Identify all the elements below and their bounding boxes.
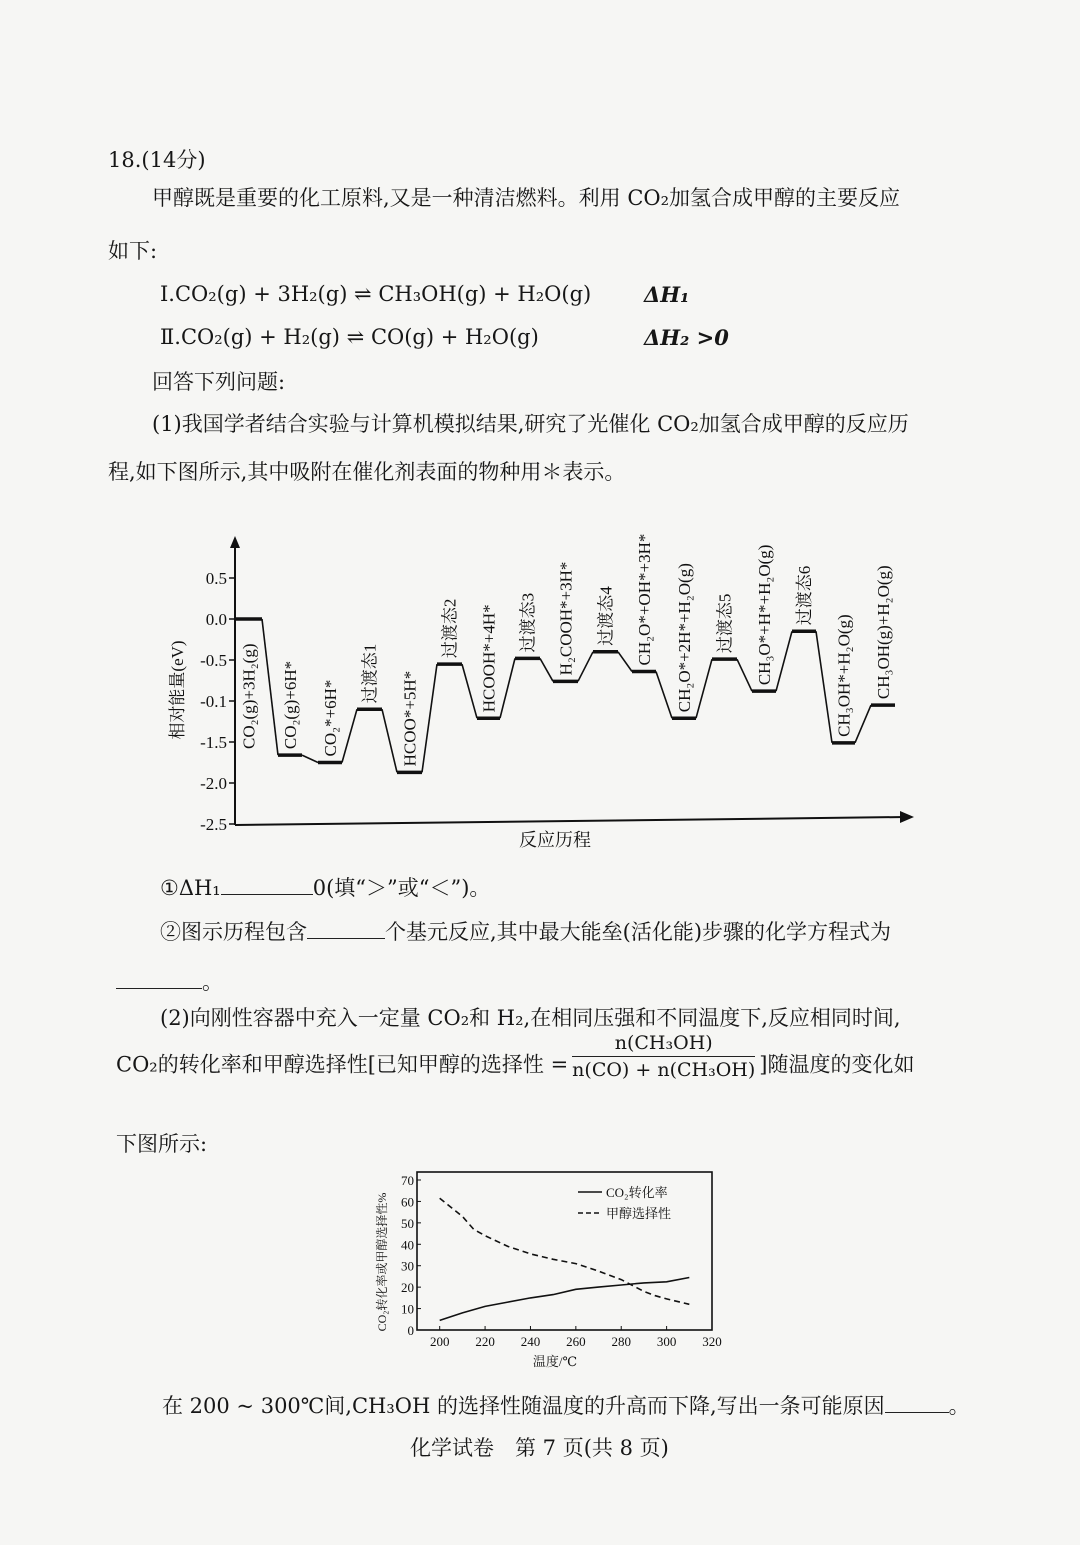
q1a-prefix: ①ΔH₁ [160,876,221,900]
energy-connector [382,709,397,772]
y-tick-label: 50 [401,1215,414,1231]
question-1b-cont [116,970,223,993]
energy-level-label: CO₂(g)+3H₂(g) [239,643,259,749]
x-axis-label: 反应历程 [519,830,591,850]
question-number: 18. [108,148,142,172]
energy-connector [500,658,515,718]
y-tick-label: 10 [401,1301,414,1317]
energy-level-label: HCOO*+5H* [400,670,420,767]
q2-text: 在 200 ~ 300℃间,CH₃OH 的选择性随温度的升高而下降,写出一条可能原因 [162,1394,885,1418]
legend-label: 甲醇选择性 [606,1206,672,1221]
y-tick-label: -2.5 [200,815,227,834]
energy-level-label: 过渡态3 [518,592,538,653]
part2-suffix: ]随温度的变化如 [759,1052,915,1077]
legend-label: CO₂转化率 [606,1185,668,1200]
question-1a [160,876,490,899]
x-tick-label: 200 [429,1334,450,1349]
answer-blank[interactable] [885,1394,949,1413]
y-axis-arrow [230,536,240,548]
energy-connector [302,755,318,762]
x-tick-label: 220 [475,1334,495,1349]
period: 。 [202,970,223,994]
reaction-enthalpy: ΔH₂ >0 [644,325,729,350]
y-tick-label: -0.5 [200,651,227,670]
period: 。 [948,1394,970,1418]
reaction-enthalpy: ΔH₁ [644,282,690,307]
q1b-suffix: 个基元反应,其中最大能垒(活化能)步骤的化学方程式为 [385,920,892,944]
y-tick-label: -0.1 [200,692,227,711]
part2-prefix: CO₂的转化率和甲醇选择性[已知甲醇的选择性 = [116,1052,569,1077]
y-tick-label: -1.5 [200,733,227,752]
part2-text: (2)向刚性容器中充入一定量 CO₂和 H₂,在相同压强和不同温度下,反应相同时间, [160,1006,901,1030]
y-tick-label: 0 [407,1323,414,1338]
part2-text-2 [116,1032,915,1081]
energy-connector [422,664,437,772]
reaction-equation: CO₂(g) + 3H₂(g) ⇌ CH₃OH(g) + H₂O(g) [174,282,592,306]
energy-level-label: CH₂O*+2H*+H₂O(g) [675,563,694,713]
energy-connector [656,671,672,718]
energy-level-label: CH₃O*+H*+H₂O(g) [755,544,774,686]
energy-connector [816,631,832,743]
y-axis-label: CO₂转化率或甲醇选择性% [375,1192,389,1332]
y-tick-label: 20 [401,1280,414,1296]
x-tick-label: 260 [566,1334,586,1349]
page-footer: 化学试卷 第 7 页(共 8 页) [410,1436,669,1460]
energy-connector [855,705,871,743]
energy-connector [578,652,593,682]
reaction-label: Ⅱ. [160,325,181,349]
energy-level-label: CO₂*+6H* [321,679,340,757]
y-tick-label: 30 [401,1258,414,1274]
x-axis-label: 温度/℃ [532,1354,578,1369]
x-tick-label: 320 [702,1334,722,1349]
energy-level-label: CH₃OH(g)+H₂O(g) [874,565,893,700]
answer-blank[interactable] [116,970,202,989]
energy-level-label: 过渡态5 [715,593,735,654]
part1-text-2: 程,如下图所示,其中吸附在催化剂表面的物种用＊表示。 [108,460,626,484]
reaction-equation: CO₂(g) + H₂(g) ⇌ CO(g) + H₂O(g) [180,325,539,349]
answer-blank[interactable] [307,920,385,939]
y-tick-label: 0.5 [205,569,227,588]
part1-text: (1)我国学者结合实验与计算机模拟结果,研究了光催化 CO₂加氢合成甲醇的反应历 [152,412,909,436]
energy-connector [342,709,357,762]
y-tick-label: -2.0 [200,774,227,793]
reaction-label: Ⅰ. [160,282,175,306]
energy-connector [618,652,632,672]
answer-blank[interactable] [221,876,313,895]
fraction-denominator: n(CO) + n(CH₃OH) [572,1059,756,1081]
answer-prompt: 回答下列问题: [152,370,286,394]
energy-level-label: 过渡态4 [596,586,616,646]
energy-connector [776,631,792,691]
energy-level-label: CH₂O*+OH*+3H* [635,533,654,666]
x-tick-label: 280 [611,1334,631,1349]
selectivity-fraction [572,1034,755,1080]
y-tick-label: 0.0 [205,610,227,629]
energy-connector [262,619,278,755]
energy-level-label: 过渡态6 [795,565,814,626]
intro-text-2: 如下: [108,239,158,263]
energy-level-label: CO₂(g)+6H* [281,660,300,750]
q1b-prefix: ②图示历程包含 [160,920,307,944]
x-tick-label: 300 [656,1334,677,1349]
plot-frame [417,1172,712,1330]
intro-text: 甲醇既是重要的化工原料,又是一种清洁燃料。利用 CO₂加氢合成甲醇的主要反应 [152,186,901,210]
q1a-suffix: 0(填“＞”或“＜”)。 [312,876,491,900]
x-tick-label: 240 [520,1334,541,1349]
question-1b [160,920,891,943]
fraction-numerator: n(CH₃OH) [572,1034,755,1057]
question-2 [162,1394,970,1417]
x-axis-arrow [900,811,914,823]
y-axis-label: 相对能量(eV) [168,640,187,740]
y-tick-label: 40 [401,1237,414,1253]
y-tick-label: 60 [401,1194,414,1210]
series-line-co2-conversion [440,1278,690,1321]
energy-connector [540,658,553,681]
energy-level-label: HCOOH*+4H* [479,604,499,713]
energy-level-label: 过渡态2 [440,598,460,659]
energy-level-label: CH₃OH*+H₂O(g) [834,614,854,737]
energy-connector [696,659,712,718]
energy-level-label: 过渡态1 [360,643,380,704]
energy-connector [462,664,477,718]
energy-level-label: H₂COOH*+3H* [556,561,576,676]
energy-connector [737,659,752,691]
x-axis [235,817,905,825]
y-tick-label: 70 [401,1173,414,1188]
part2-text-3: 下图所示: [116,1132,208,1156]
question-points: (14分) [141,148,206,172]
